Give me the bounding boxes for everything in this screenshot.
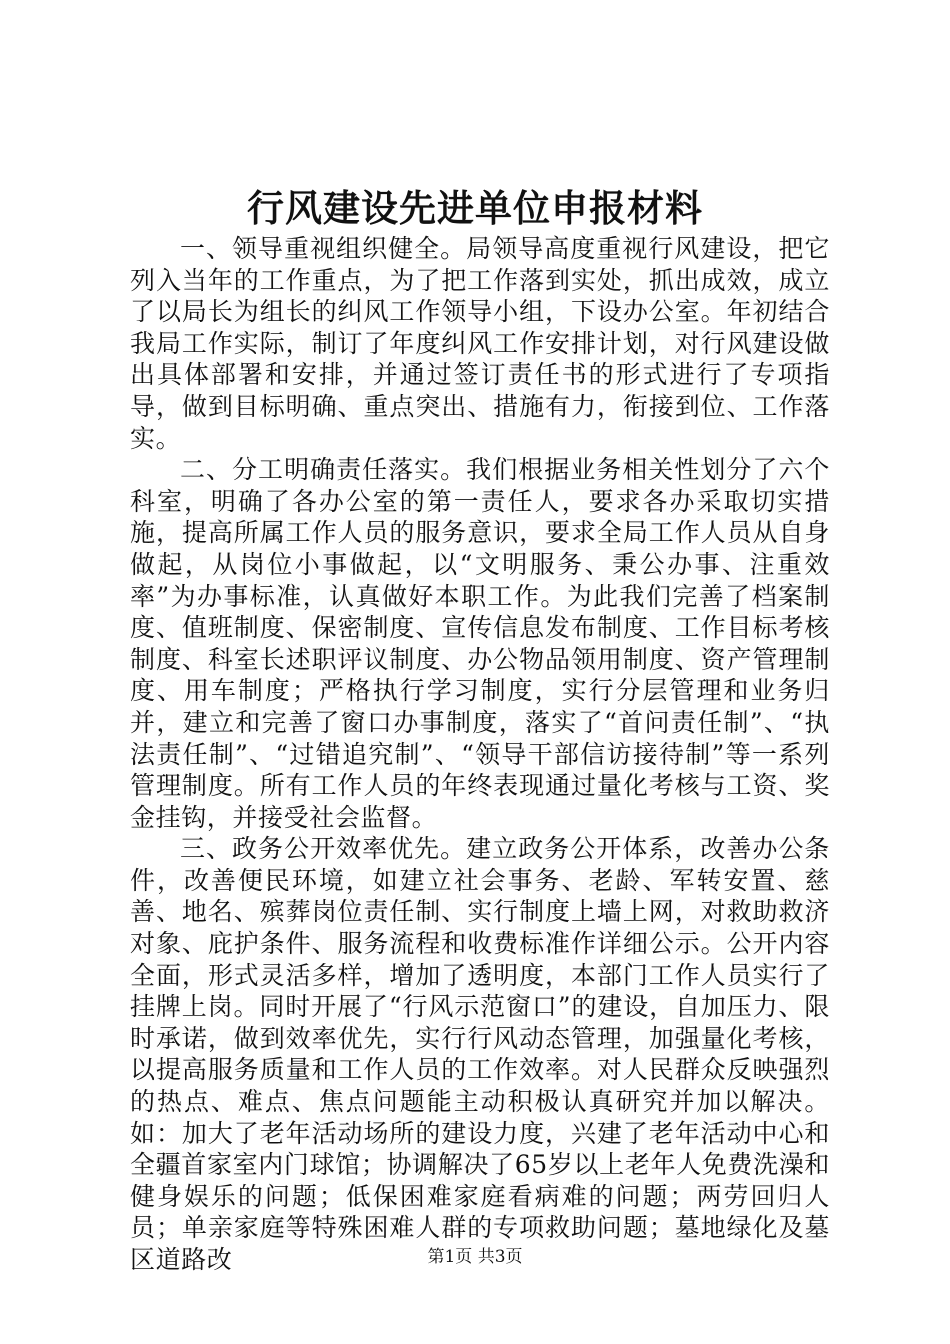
page-number-footer: 第1页 共3页 bbox=[427, 1247, 523, 1267]
document-title: 行风建设先进单位申报材料 bbox=[247, 186, 703, 230]
paragraph-1: 一、领导重视组织健全。局领导高度重视行风建设，把它列入当年的工作重点，为了把工作落到实处，抓出成效，成立了以局长为组长的纠风工作领导小组，下设办公室。年初结合我局工作实际，制订了年度纠风工作安排计划，对行风建设做出具体部署和安排，并通过签订责任书的形式进行了专项指导，做到目标明确、重点突出、措施有力，衔接到位、工作落实。 bbox=[130, 234, 830, 453]
paragraph-2: 二、分工明确责任落实。我们根据业务相关性划分了六个科室，明确了各办公室的第一责任人，要求各办采取切实措施，提高所属工作人员的服务意识，要求全局工作人员从自身做起，从岗位小事做起，以“文明服务、秉公办事、注重效率”为办事标准，认真做好本职工作。为此我们完善了档案制度、值班制度、保密制度、宣传信息发布制度、工作目标考核制度、科室长述职评议制度、办公物品领用制度、资产管理制度、用车制度；严格执行学习制度，实行分层管理和业务归并，建立和完善了窗口办事制度，落实了“首问责任制”、“执法责任制”、“过错追究制”、“领导干部信访接待制”等一系列管理制度。所有工作人员的年终表现通过量化考核与工资、奖金挂钩，并接受社会监督。 bbox=[130, 455, 830, 832]
paragraph-3: 三、政务公开效率优先。建立政务公开体系，改善办公条件，改善便民环境，如建立社会事务、老龄、军转安置、慈善、地名、殡葬岗位责任制、实行制度上墙上网，对救助救济对象、庇护条件、服务流程和收费标准作详细公示。公开内容全面，形式灵活多样，增加了透明度，本部门工作人员实行了挂牌上岗。同时开展了“行风示范窗口”的建设，自加压力、限时承诺，做到效率优先，实行行风动态管理，加强量化考核，以提高服务质量和工作人员的工作效率。对人民群众反映强烈的热点、难点、焦点问题能主动积极认真研究并加以解决。如：加大了老年活动场所的建设力度，兴建了老年活动中心和全疆首家室内门球馆；协调解决了65岁以上老年人免费洗澡和健身娱乐的问题；低保困难家庭看病难的问题；两劳回归人员；单亲家庭等特殊困难人群的专项救助问题；墓地绿化及墓区道路改 bbox=[130, 834, 830, 1274]
document-body bbox=[130, 233, 830, 1276]
